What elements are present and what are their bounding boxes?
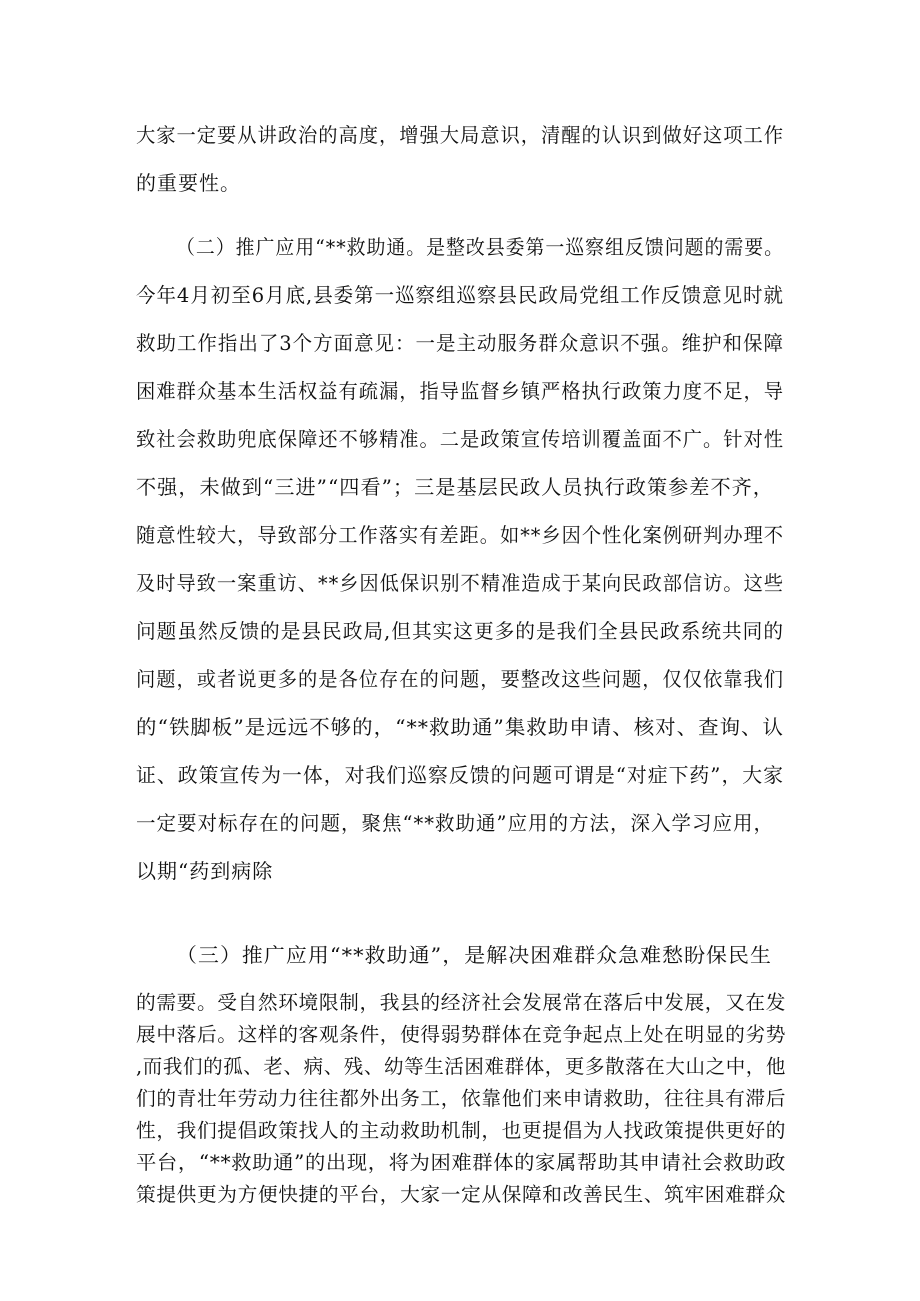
text-line: 展中落后。这样的客观条件，使得弱势群体在竞争起点上处在明显的劣势 — [136, 1023, 787, 1046]
text-line: 救助工作指出了3个方面意见：一是主动服务群众意识不强。维护和保障 — [136, 331, 784, 355]
text-line: 的重要性。 — [136, 171, 241, 195]
text-line: 今年4月初至6月底,县委第一巡察组巡察县民政局党组工作反馈意见时就 — [136, 283, 784, 307]
text-line: 问题，或者说更多的是各位存在的问题，要整改这些问题，仅仅依靠我们 — [136, 667, 785, 691]
text-line: 的需要。受自然环境限制，我县的经济社会发展常在落后中发展，又在发 — [136, 991, 787, 1014]
text-line: 平台，“**救助通”的出现，将为困难群体的家属帮助其申请社会救助政 — [136, 1151, 786, 1174]
text-line: 以期“药到病除 — [136, 859, 274, 883]
text-line: 一定要对标存在的问题，聚焦“**救助通”应用的方法，深入学习应用， — [136, 811, 775, 835]
section-heading: （二）推广应用“**救助通。是整改县委第一巡察组反馈问题的需要。 — [176, 235, 785, 259]
text-line: 性，我们提倡政策找人的主动救助机制，也更提倡为人找政策提供更好的 — [136, 1119, 787, 1142]
text-line: 证、政策宣传为一体，对我们巡察反馈的问题可谓是“对症下药”，大家 — [136, 763, 785, 787]
text-line: 困难群众基本生活权益有疏漏，指导监督乡镇严格执行政策力度不足，导 — [136, 379, 785, 403]
text-line: 策提供更为方便快捷的平台，大家一定从保障和改善民生、筑牢困难群众 — [136, 1183, 787, 1206]
text-line: 问题虽然反馈的是县民政局,但其实这更多的是我们全县民政系统共同的 — [136, 619, 785, 643]
text-line: 及时导致一案重访、**乡因低保识别不精准造成于某向民政部信访。这些 — [136, 571, 785, 595]
text-line: 致社会救助兜底保障还不够精准。二是政策宣传培训覆盖面不广。针对性 — [136, 427, 785, 451]
text-line: 们的青壮年劳动力往往都外出务工，依靠他们来申请救助，往往具有滞后 — [136, 1087, 787, 1110]
section-heading: （三）推广应用“**救助通”，是解决困难群众急难愁盼保民生 — [176, 943, 772, 967]
text-line: 大家一定要从讲政治的高度，增强大局意识，清醒的认识到做好这项工作 — [136, 123, 785, 147]
text-line: 的“铁脚板”是远远不够的，“**救助通”集救助申请、核对、查询、认 — [136, 715, 784, 739]
text-line: 随意性较大，导致部分工作落实有差距。如**乡因个性化案例研判办理不 — [136, 523, 785, 547]
text-line: 不强，未做到“三进”“四看”；三是基层民政人员执行政策参差不齐， — [136, 475, 774, 499]
text-line: ,而我们的孤、老、病、残、幼等生活困难群体，更多散落在大山之中，他 — [136, 1055, 786, 1078]
